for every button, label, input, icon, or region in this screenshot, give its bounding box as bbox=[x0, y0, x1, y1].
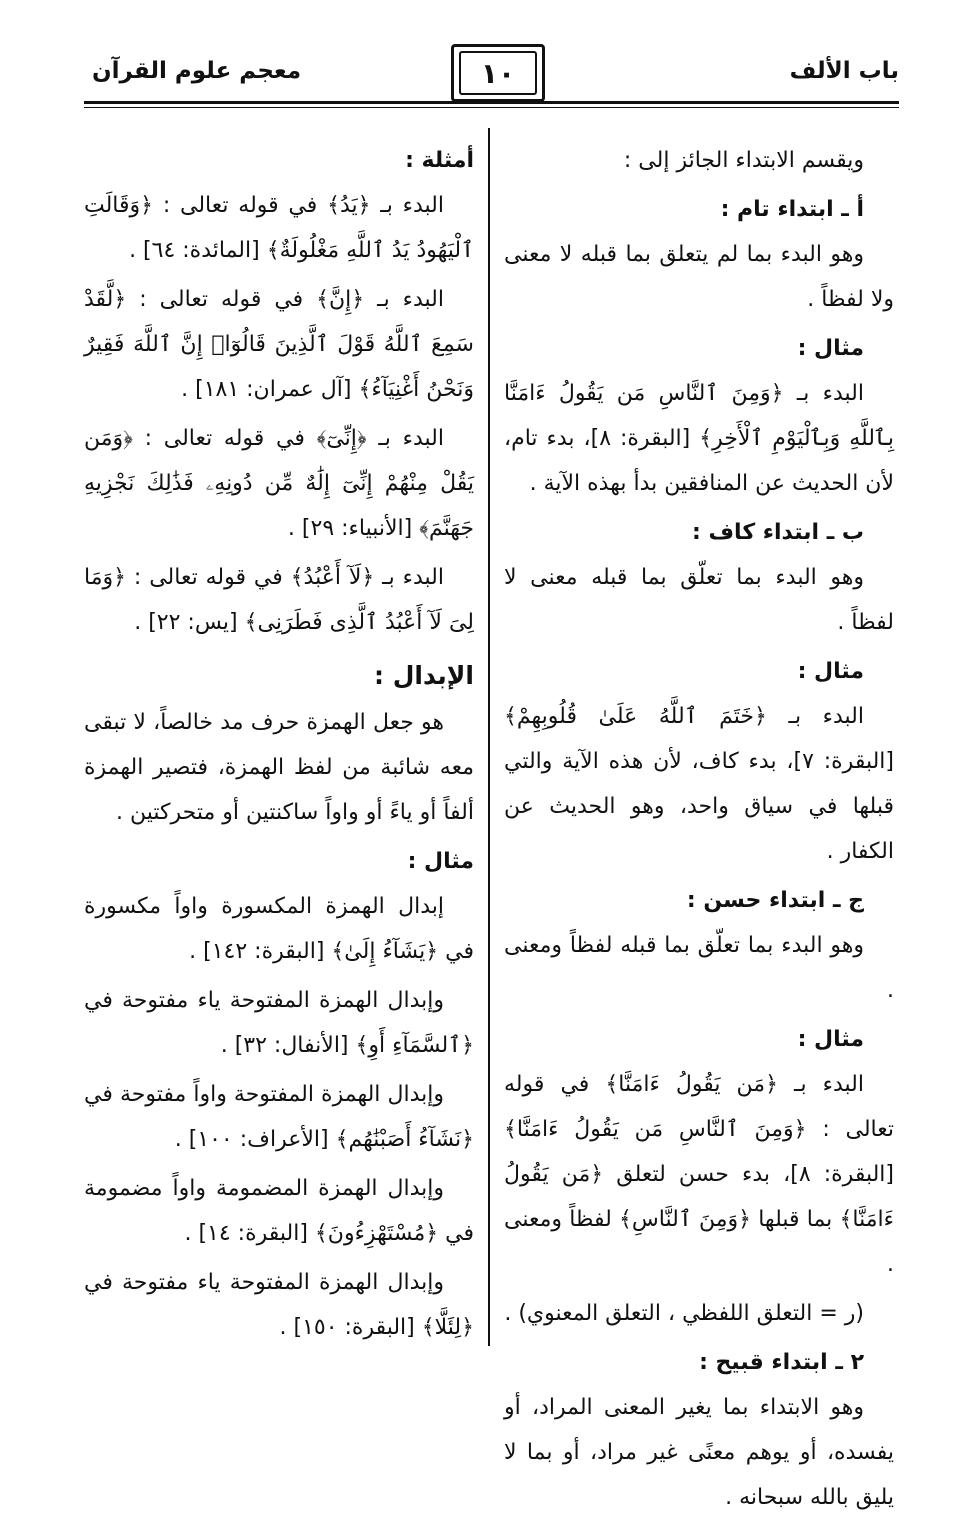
examples-heading: أمثلة : bbox=[405, 148, 474, 173]
ibdal-example-3: وإبدال الهمزة المفتوحة واواً مفتوحة في ﴿نَشَآءُ أَصَبْنَٰهُم﴾ [الأعراف: ١٠٠] . bbox=[84, 1082, 474, 1152]
example-1: البدء بـ ﴿يَدُ﴾ في قوله تعالى : ﴿وَقَالَتِ ٱلْيَهُودُ يَدُ ٱللَّهِ مَغْلُولَةٌ﴾ [المائدة: ٦٤] . bbox=[84, 193, 474, 263]
example-b: البدء بـ ﴿خَتَمَ ٱللَّهُ عَلَىٰ قُلُوبِهِمْ﴾ [البقرة: ٧]، بدء كاف، لأن هذه الآية والتي قبلها في سياق واحد، وهو الحديث عن الكفار . bbox=[504, 704, 894, 864]
paragraph-a: وهو البدء بما لم يتعلق بما قبله لا معنى ولا لفظاً . bbox=[504, 242, 894, 312]
page-number-frame bbox=[451, 44, 545, 102]
ibdal-heading: الإبدال : bbox=[374, 661, 474, 690]
ibdal-definition: هو جعل الهمزة حرف مد خالصاً، لا تبقى معه شائبة من لفظ الهمزة، فتصير الهمزة ألفاً أو ياءً أو واواً ساكنتين أو متحركتين . bbox=[84, 710, 474, 825]
left-column bbox=[84, 138, 474, 1354]
example-label-b: مثال : bbox=[797, 659, 864, 684]
book-title: معجم علوم القرآن bbox=[92, 58, 302, 84]
ibdal-example-5: وإبدال الهمزة المفتوحة ياء مفتوحة في ﴿لِئَلَّا﴾ [البقرة: ١٥٠] . bbox=[84, 1270, 474, 1340]
right-column bbox=[504, 138, 894, 1524]
example-label-a: مثال : bbox=[797, 336, 864, 361]
header-rule bbox=[84, 101, 899, 104]
paragraph-c: وهو البدء بما تعلّق بما قبله لفظاً ومعنى . bbox=[504, 933, 894, 1003]
ibdal-example-label: مثال : bbox=[407, 849, 474, 874]
section-heading-b: ب ـ ابتداء كاف : bbox=[692, 520, 864, 545]
example-a: البدء بـ ﴿وَمِنَ ٱلنَّاسِ مَن يَقُولُ ءَامَنَّا بِٱللَّهِ وَبِٱلْيَوْمِ ٱلْأَخِرِ﴾ [البقرة: ٨]، بدء تام، لأن الحديث عن المنافقين بدأ بهذه الآية . bbox=[504, 381, 895, 496]
example-c: البدء بـ ﴿مَن يَقُولُ ءَامَنَّا﴾ في قوله تعالى : ﴿وَمِنَ ٱلنَّاسِ مَن يَقُولُ ءَامَنَّا﴾ [البقرة: ٨]، بدء حسن لتعلق ﴿مَن يَقُولُ ءَامَنَّا﴾ بما قبلها ﴿وَمِنَ ٱلنَّاسِ﴾ لفظاً ومعنى . bbox=[504, 1072, 894, 1277]
example-label-c: مثال : bbox=[797, 1027, 864, 1052]
section-heading-c: ج ـ ابتداء حسن : bbox=[686, 888, 864, 913]
intro-paragraph: ويقسم الابتداء الجائز إلى : bbox=[623, 148, 864, 173]
column-divider bbox=[488, 128, 490, 1346]
chapter-title: باب الألف bbox=[789, 58, 899, 84]
example-2: البدء بـ ﴿إِنَّ﴾ في قوله تعالى : ﴿لَّقَدْ سَمِعَ ٱللَّهُ قَوْلَ ٱلَّذِينَ قَالُوٓا۟ إِنَّ ٱللَّهَ فَقِيرٌ وَنَحْنُ أَغْنِيَآءُ﴾ [آل عمران: ١٨١] . bbox=[84, 287, 474, 402]
example-3: البدء بـ ﴿إِنِّىٓ﴾ في قوله تعالى : ﴿وَمَن يَقُلْ مِنْهُمْ إِنِّىٓ إِلَٰهٌ مِّن دُونِهِۦ فَذَٰلِكَ نَجْزِيهِ جَهَنَّمَ﴾ [الأنبياء: ٢٩] . bbox=[84, 426, 474, 541]
ibdal-example-4: وإبدال الهمزة المضمومة واواً مضمومة في ﴿مُسْتَهْزِءُونَ﴾ [البقرة: ١٤] . bbox=[84, 1176, 474, 1246]
section-heading-2: ٢ ـ ابتداء قبيح : bbox=[699, 1350, 864, 1375]
page-number: ١٠ bbox=[459, 51, 537, 95]
paragraph-b: وهو البدء بما تعلّق بما قبله معنى لا لفظاً . bbox=[504, 565, 894, 635]
paragraph-2: وهو الابتداء بما يغير المعنى المراد، أو يفسده، أو يوهم معنًى غير مراد، أو بما لا يليق بالله سبحانه . bbox=[504, 1395, 894, 1510]
cross-reference: (ر = التعلق اللفظي ، التعلق المعنوي) . bbox=[504, 1301, 864, 1326]
ibdal-example-1: إبدال الهمزة المكسورة واواً مكسورة في ﴿يَشَآءُ إِلَىٰ﴾ [البقرة: ١٤٢] . bbox=[84, 894, 474, 964]
ibdal-example-2: وإبدال الهمزة المفتوحة ياء مفتوحة في ﴿ٱلسَّمَآءِ أَوِ﴾ [الأنفال: ٣٢] . bbox=[84, 988, 474, 1058]
section-heading-a: أ ـ ابتداء تام : bbox=[720, 197, 864, 222]
header-rule-thin bbox=[84, 107, 899, 108]
example-4: البدء بـ ﴿لَآ أَعْبُدُ﴾ في قوله تعالى : ﴿وَمَا لِىَ لَآ أَعْبُدُ ٱلَّذِى فَطَرَنِى﴾ [يس: ٢٢] . bbox=[84, 565, 474, 635]
